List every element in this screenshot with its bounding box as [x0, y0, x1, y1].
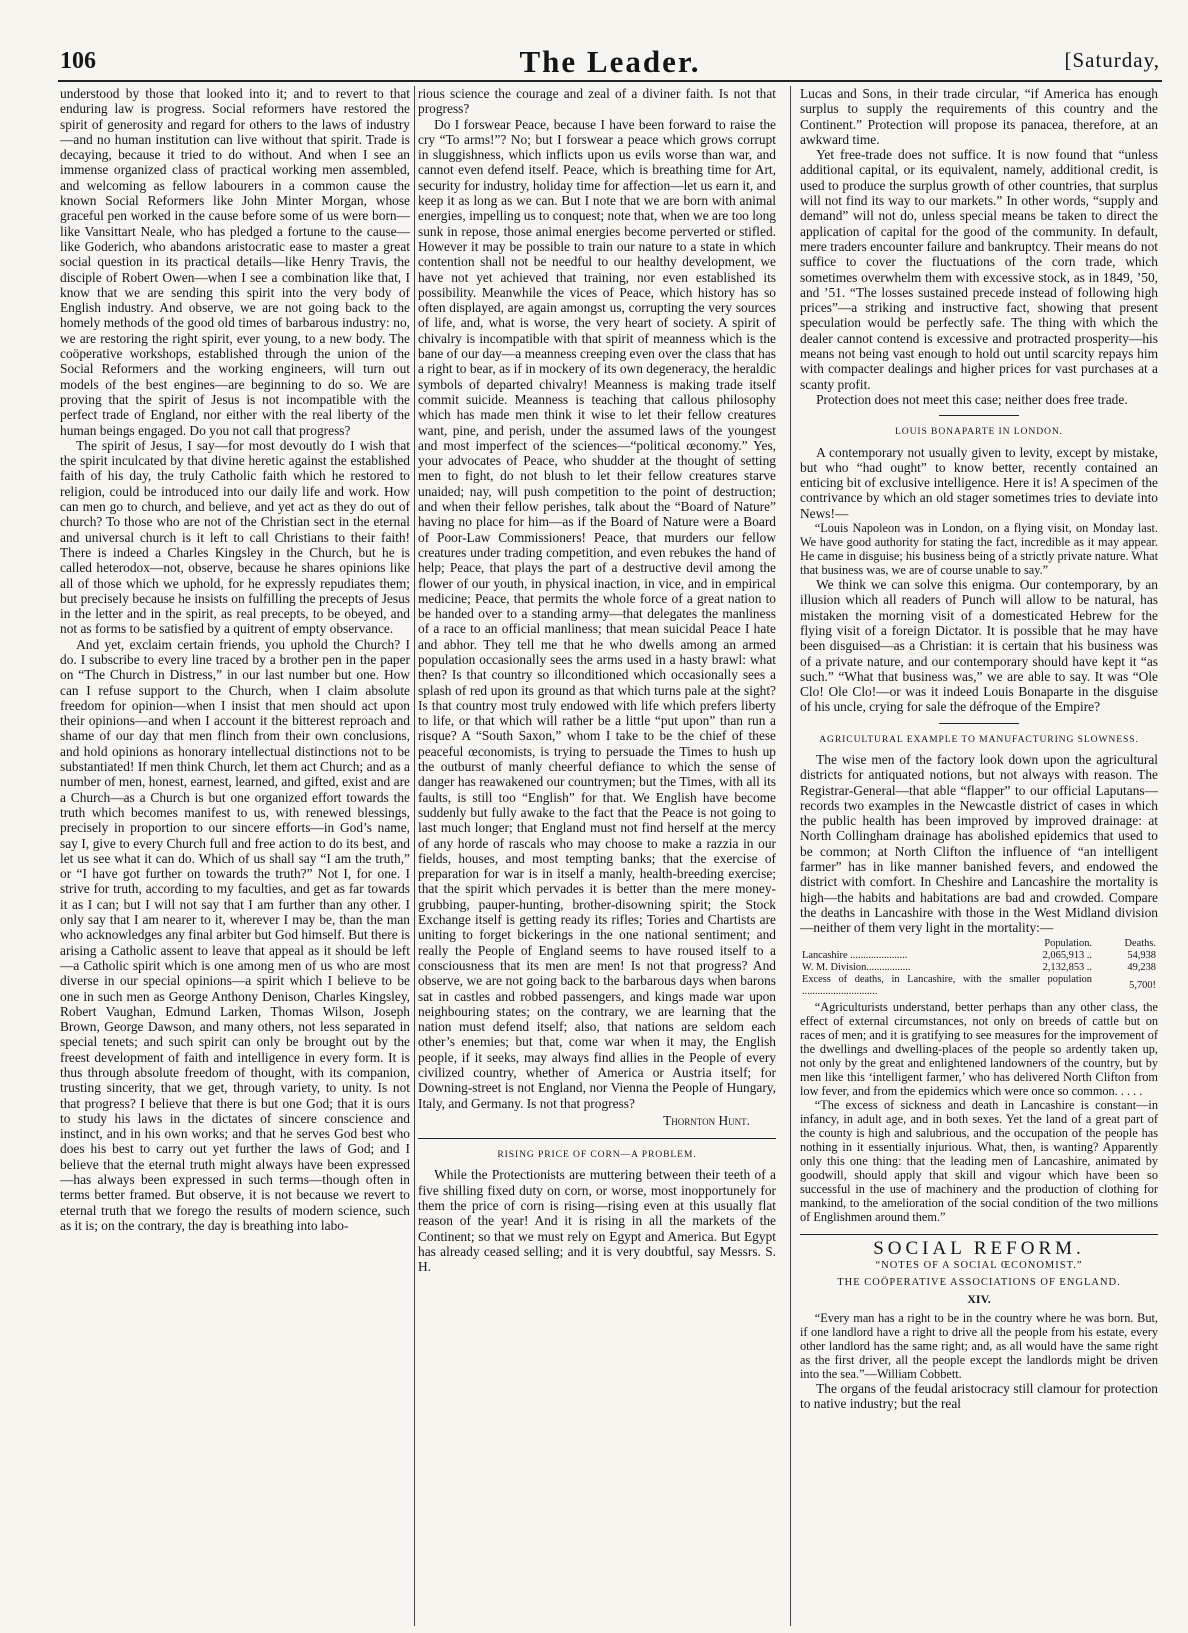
- paragraph: Yet free-trade does not suffice. It is now found that “unless additional capital, or its equivalent, namely, additional credit, is used to produce the surplus growth of other countries, that surplus will not find its way to our markets.” In other words, “supply and demand” will not do, unless special means be taken to direct the application of capital for the good of the community. In default, mere traders encounter failure and bankruptcy. Their means do not suffice to cover the fluctuations of the corn trade, which sometimes overwhelm them with excessive stock, as in 1849, ’50, and ’51. “The losses sustained precede instead of following high prices”—a striking and instructive fact, showing that present speculation would be perfectly safe. The thing with which the dealer cannot contend is excessive and protracted prosperity—his means not being vast enough to hold out until scarcity repays him with compacter dealings and higher prices for vast purchases at a scanty profit.: [800, 147, 1158, 392]
- section-title: LOUIS BONAPARTE IN LONDON.: [895, 426, 1063, 438]
- paragraph: While the Protectionists are muttering between their teeth of a five shilling fixed duty on corn, or worse, most inopportunely for them the price of corn is rising—rising even at this usually flat reason of the year! And it is rising in all the markets of the Continent; so that we must rely on Egypt and America. But Egypt has already ceased selling; and it is very doubtful, say Messrs. S. H.: [418, 1167, 776, 1275]
- table-cell: 2,065,913 ..: [1042, 949, 1092, 961]
- paragraph: Do I forswear Peace, because I have been forward to raise the cry “To arms!”? No; but I forswear a peace which grows corrupt in sluggishness, which inflicts upon us evils worse than war, and cannot even defend itself. Peace, which is breathing time for Art, security for industry, holiday time for affection—let us earn it, and keep it as long as we can. But I note that we are born with animal energies, impelling us to conquest; note that, when we are too long sunk in repose, those animal energies become perverted or stifled. However it may be possible to train our nature to a state in which contention shall not be needful to our healthy development, we have not yet achieved that training, nor even established its possibility. Meanwhile the vices of Peace, which history has so often displayed, are again amongst us, corrupting the very sources of life, and, what is worse, the very heart of society. A spirit of chivalry is incompatible with that spirit of meanness which is the bane of our day—a meanness creeping even over the class that has a right to bear, as if in mockery of its own degeneracy, the heraldic symbols of departed chivalry! Meanness is making trade itself commit suicide. Meanness is teaching that callous philosophy which has made men think it wise to let their fellow creatures want, pine, and perish, under the assumed laws of the youngest and most imperfect of the sciences—“political œconomy.” Yes, your advocates of Peace, who shudder at the thought of setting men to fight, do not blush to let their fellow creatures starve unaided; nay, will push competition to the point of destruction; and when their fellow perishes, talk about the “Board of Nature” having no place for him—as if the Board of Nature were a Board of Poor-Law Commissioners! Peace, that murders our fellow creatures under trading competition, and even rebukes the hand of help; Peace, that plays the part of a destructive devil among the flower of our youth, in physical inaction, in vice, and in empirical medicine; Peace, that permits the whole force of a great nation to be handed over to a standing army—that delegates the manliness of a race to an official manliness; that mean suicidal Peace I hate and abhor. They tell me that he who dwells among an armed population occasionally sees the arms used in a hasty brawl: what then? Is that country so illconditioned which occasionally sees a splash of red upon its ground as that which turns pale at the sight? Is that country most truly endowed with life which prefers liberty to life, or that which will rather be a little “put upon” than run a risque? A “South Saxon,” whom I take to be the chief of these peaceful œconomists, is trying to persuade the Times to hush up the outburst of manly cheerful defiance to which the sense of danger has reawakened our countrymen; but the Times, with all its faults, is still too “English” for that. We English have become suddenly but fully awake to the fact that the Peace is not going to last much longer; that England must not find herself at the mercy of any horde of rascals who may choose to make a razzia in our fields, houses, and most tempting banks; that the exercise of preparation for war is in itself a manly, health-breeding exercise; that the spirit which pervades it is better than the mere money-grubbing, pauper-hunting, brother-disowning spirit; the Stock Exchange itself is getting ready its rifles; Tories and Chartists are uniting to forget bickerings in the one national sentiment; and really the People of England seems to have roused itself to a consciousness that its men are men! Is not that progress? And observe, we are not going back to the barbarous days when barons sat in castles and robbed passengers, and kings made war upon neighbouring states; on the contrary, we are learning that the nation must defend itself; also, that nations are seldom each other’s enemies; but that, come war when it may, the English people, if it seeks, may always find allies in the People of every civilized country, whether of America or Austria itself; for Downing-street is not England, nor Vienna the People of Hungary, Italy, and Germany. Is not that progress?: [418, 116, 776, 1111]
- author-signature: Thornton Hunt.: [663, 1112, 750, 1128]
- section-rule: [939, 415, 1019, 416]
- page-header: [60, 44, 1160, 78]
- quotation: “Every man has a right to be in the country where he was born. But, if one landlord have a right to drive all the people from his estate, every other landlord has the same right; and, as all would have the same right as the first driver, all the people except the landlords might be driven into the sea.”—William Cobbett.: [800, 1310, 1158, 1381]
- paragraph: A contemporary not usually given to levity, except by mistake, but who “had ought” to know better, recently contained an enticing bit of exclusive intelligence. Here it is! A specimen of the contrivance by which an old stager sometimes tries to deviate into News!—: [800, 444, 1158, 521]
- paragraph: The wise men of the factory look down upon the agricultural districts for antiquated notions, but not always with reason. The Registrar-General—that able “flapper” to our official Laputans—records two examples in the Newcastle district of cases in which the public health has been improved by improved drainage: at North Collingham drainage has abolished epidemics that used to be common; at North Clifton the influence of “an intelligent farmer” has in like manner banished fevers, and endowed the district with comfort. In Cheshire and Lancashire the mortality is high—the habits and habitations are bad and crowded. Compare the deaths in Lancashire with those in the West Midland division—neither of them very light in the mortality:—: [800, 751, 1158, 936]
- paragraph: The spirit of Jesus, I say—for most devoutly do I wish that the spirit inculcated by that divine heretic against the established faith of his day, the truly Catholic faith which he restored to religion, could be introduced into our daily life and work. How can men go to church, and believe, and yet act as they do out of church? To those who are not of the Christian sect in the eternal and universal church is it left to call Christians to their faith! There is indeed a Charles Kingsley in the Church, but he is called heterodox—not, observe, because he shares opinions like all of those which we uphold, for he expressly repudiates them; but precisely because he insists on fulfilling the precepts of Jesus in the letter and in the spirit, as real precepts, to be obeyed, and not as forms to be satisfied by a quitrent of empty observance.: [60, 437, 410, 637]
- dateline: [Saturday,: [1064, 48, 1160, 72]
- page-number: 106: [60, 48, 96, 74]
- section-subheading: THE COÖPERATIVE ASSOCIATIONS OF ENGLAND.: [837, 1277, 1121, 1289]
- table-row: [800, 974, 1158, 998]
- section-title: AGRICULTURAL EXAMPLE TO MANUFACTURING SLOWNESS.: [819, 733, 1139, 745]
- mortality-table: [800, 938, 1158, 998]
- quotation: “The excess of sickness and death in Lancashire is constant—in infancy, in adult age, and in both sexes. Yet the land of a great part of the county is high and salubrious, and the occupation of the people has nothing in it essentially injurious. What, then, is wanting? Apparently only this one thing: that the leading men of Lancashire, animated by goodwill, should apply that skill and vigour which have been so successful in the use of machinery and the production of clothing for mankind, to the amelioration of the social condition of the two millions of Englishmen around them.”: [800, 1097, 1158, 1224]
- table-cell: 5,700!: [1129, 979, 1156, 991]
- header-rule: [58, 80, 1162, 82]
- table-header: Population.: [1044, 937, 1092, 949]
- table-cell: 2,132,853 ..: [1042, 961, 1092, 973]
- column-3: [800, 86, 1158, 1626]
- table-row: [800, 962, 1158, 974]
- table-cell: Lancashire ......................: [802, 949, 908, 961]
- paragraph: The organs of the feudal aristocracy still clamour for protection to native industry; but the real: [800, 1380, 1158, 1412]
- section-rule: [800, 1234, 1158, 1235]
- table-cell: 54,938: [1127, 949, 1156, 961]
- column-divider: [790, 86, 791, 1626]
- table-row: [800, 950, 1158, 962]
- table-cell: W. M. Division.................: [802, 961, 911, 973]
- section-heading: SOCIAL REFORM.: [873, 1237, 1085, 1259]
- table-header: Deaths.: [1124, 937, 1156, 949]
- column-2: [418, 86, 776, 1626]
- paragraph: Protection does not meet this case; neither does free trade.: [816, 391, 1128, 407]
- paragraph: We think we can solve this enigma. Our contemporary, by an illusion which all readers of Punch will allow to be natural, has mistaken the morning visit of a domesticated Hebrew for the flying visit of a foreign Dictator. It is possible that he may have been disguised—as a Christian: it is certain that his business was of a private nature, and our contemporary should have kept it “as such.” “What that business was,” we are able to say. It was “Ole Clo! Ole Clo!—or was it indeed Louis Bonaparte in the disguise of his uncle, crying for sale the défroque of the Empire?: [800, 577, 1158, 715]
- quotation: “Louis Napoleon was in London, on a flying visit, on Monday last. We have good authority for stating the fact, incredible as it may appear. He came in disguise; his business being of a strictly private nature. What that business was, we are of course unable to say.”: [800, 521, 1158, 578]
- paragraph: Lucas and Sons, in their trade circular, “if America has enough surplus to supply the requirements of this country and the Continent.” Protection will propose its panacea, therefore, at an awkward time.: [800, 86, 1158, 147]
- column-1: [60, 86, 410, 1626]
- section-rule: [418, 1138, 776, 1139]
- table-header: [800, 938, 1030, 950]
- section-rule: [939, 723, 1019, 724]
- table-header-row: [800, 938, 1158, 950]
- column-divider: [414, 86, 415, 1626]
- section-number: XIV.: [967, 1292, 991, 1307]
- table-cell: Excess of deaths, in Lancashire, with the smaller population .............................: [802, 973, 1092, 997]
- paragraph: And yet, exclaim certain friends, you uphold the Church? I do. I subscribe to every line traced by a brother pen in the paper on “The Church in Distress,” in our last number but one. How can I refuse support to the Church, when I claim absolute freedom for opinion—when I insist that men should act upon their opinions—and when I account it the bitterest reproach and shame of our day that men flinch from their own conclusions, and hold opinions as honorary intellectual distinctions not to be substantiated! If men think Church, let them act Church; and as a number of men, honest, earnest, learned, and gifted, exist and are a Church—as a Church is but one organized effort towards the truth which becomes manifest to us, with renewed blessings, precisely in proportion to our sincere efforts—in God’s name, say I, give to every Church full and free action to do its best, and let us see what it can do. Which of us shall say “I am the truth,” or “I have got further on towards the truth?” Not I, for one. I strive for truth, according to my faculties, and get as far towards it as I can; but I will not say that I am further than any other. I only say that I am nearer to it, wherever I may be, than the man who acknowledges any final arbiter but God himself. But there is arising a Catholic assent to leave that appeal as it should be left—a Catholic spirit which is one among men of us who are most diverse in our special opinions—a spirit which I believe to be one in such men as George Anthony Denison, Charles Kingsley, Robert Vaughan, Edmund Larken, Thomas Wilson, Joseph Brown, George Dawson, and many others, not less separated in special tenets; and such spirit can only be brought out by the freest development of faith and intelligence in every form. It is thus through absolute freedom of thought, with its companion, trusting sincerity, that we get, through variety, to unity. Is not that progress? I believe that there is but one God; that it is ours to study his laws in the dictates of sincere conscience and instinct, and in his own works; and that he serves God best who does his best to carry out yet further the laws of God; and I believe that the eternal truth might always have been expressed—has always been expressed in such terms—though often in terms better framed. But observe, it is not because we revert to eternal truth that we forego the results of modern science, such as it is; on the contrary, the day is breathing into labo-: [60, 636, 410, 1233]
- masthead: The Leader.: [519, 44, 701, 79]
- section-subheading: “NOTES OF A SOCIAL ŒCONOMIST.”: [875, 1259, 1083, 1271]
- quotation: “Agriculturists understand, better perhaps than any other class, the effect of external circumstances, not only on breeds of cattle but on races of men; and it is gratifying to see measures for the improvement of the dwellings and dwelling-places of the people so ardently taken up, not only by the great and enlightened landowners of the country, but by men like this ‘intelligent farmer,’ who has delivered North Clifton from low fever, and from the epidemics which were once so common. . . . .: [800, 999, 1158, 1098]
- paragraph: understood by those that looked into it; and to revert to that enduring law is progress. Social reformers have restored the spirit of generosity and regard for others to the laws of industry—and no human institution can live without that spirit. Trade is decaying, because it tried to do without. And when I see an immense organized class of practical working men assembled, and welcoming as fellow labourers in a common cause the known Social Reformers like John Minter Morgan, whose graceful pen worked in the cause before some of us were born—like Vansittart Neale, who has pledged a fortune to the cause—like Goderich, who abandons aristocratic ease to master a great social question in its practical details—like Henry Travis, the disciple of Robert Owen—when I see a combination like that, I know that we are sending this spirit into the very body of English industry. And observe, we are not going back to the homely methods of the good old times of barbarous industry: no, we are restoring the right spirit, ever young, to a new body. The coöperative workshops, established through the union of the Social Reformers and the working engineers, will turn out models of the best engines—are beginning to do so. We are proving that the spirit of Jesus is not incompatible with the perfect trade of England, nor either with the real liberty of the human beings engaged. Do you not call that progress?: [60, 86, 410, 438]
- table-cell: 49,238: [1127, 961, 1156, 973]
- paragraph: rious science the courage and zeal of a diviner faith. Is not that progress?: [418, 86, 776, 117]
- section-title: RISING PRICE OF CORN—A PROBLEM.: [497, 1149, 697, 1161]
